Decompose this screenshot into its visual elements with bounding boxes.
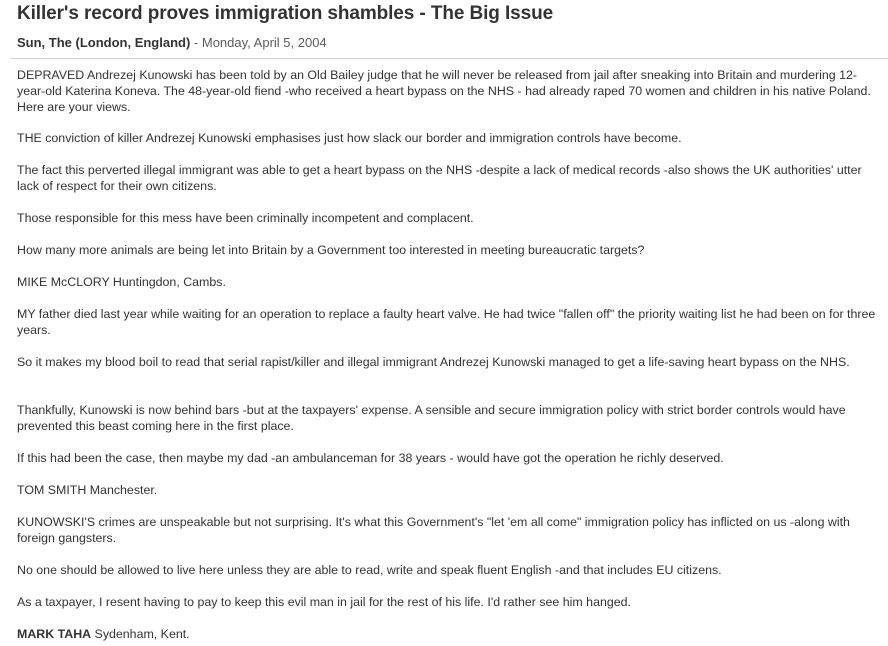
header-divider [10,58,888,59]
publication-date: Monday, April 5, 2004 [201,35,327,50]
byline-separator: - [190,35,202,50]
letter-signature: TOM SMITH Manchester. [17,483,158,497]
article-byline [17,35,327,50]
article-headline: Killer's record proves immigration shambles - The Big Issue [17,3,554,24]
article-paragraph: THE conviction of killer Andrezej Kunowski emphasises just how slack our border and immigration controls have become. [17,131,682,145]
letter-signature: MIKE McCLORY Huntingdon, Cambs. [17,275,226,289]
letter-signature-final [17,626,881,642]
article-paragraph: No one should be allowed to live here unless they are able to read, write and speak fluent English -and that includes EU citizens. [17,563,722,577]
signoff-name: MARK TAHA [17,627,92,641]
article-paragraph: MY father died last year while waiting for an operation to replace a faulty heart valve. He had twice "fallen off" the priority waiting list he had been on for three years. [17,307,876,337]
article-paragraph: If this had been the case, then maybe my dad -an ambulanceman for 38 years - would have got the operation he richly deserved. [17,451,724,465]
article-paragraph: So it makes my blood boil to read that serial rapist/killer and illegal immigrant Andrezej Kunowski managed to get a life-saving heart bypass on the NHS. [17,355,850,369]
article-paragraph: Thankfully, Kunowski is now behind bars -but at the taxpayers' expense. A sensible and secure immigration policy with strict border controls would have prevented this beast coming here in the first place. [17,403,846,433]
article-paragraph: DEPRAVED Andrezej Kunowski has been told by an Old Bailey judge that he will never be released from jail after sneaking into Britain and murdering 12-year-old Katerina Koneva. The 48-year-old fiend -who received a heart bypass on the NHS - had already raped 70 women and children in his native Poland. Here are your views. [17,68,871,114]
signoff-place: Sydenham, Kent. [91,627,190,641]
article-paragraph: The fact this perverted illegal immigrant was able to get a heart bypass on the NHS -despite a lack of medical records -also shows the UK authorities' utter lack of respect for their own citizens. [17,163,862,193]
article-paragraph: Those responsible for this mess have been criminally incompetent and complacent. [17,211,474,225]
publication-source: Sun, The (London, England) [17,35,191,50]
article-paragraph: As a taxpayer, I resent having to pay to keep this evil man in jail for the rest of his life. I'd rather see him hanged. [17,595,631,609]
article-paragraph: How many more animals are being let into Britain by a Government too interested in meeting bureaucratic targets? [17,243,645,257]
article-paragraph: KUNOWSKI'S crimes are unspeakable but not surprising. It's what this Government's "let 'em all come" immigration policy has inflicted on us -along with foreign gangsters. [17,515,850,545]
